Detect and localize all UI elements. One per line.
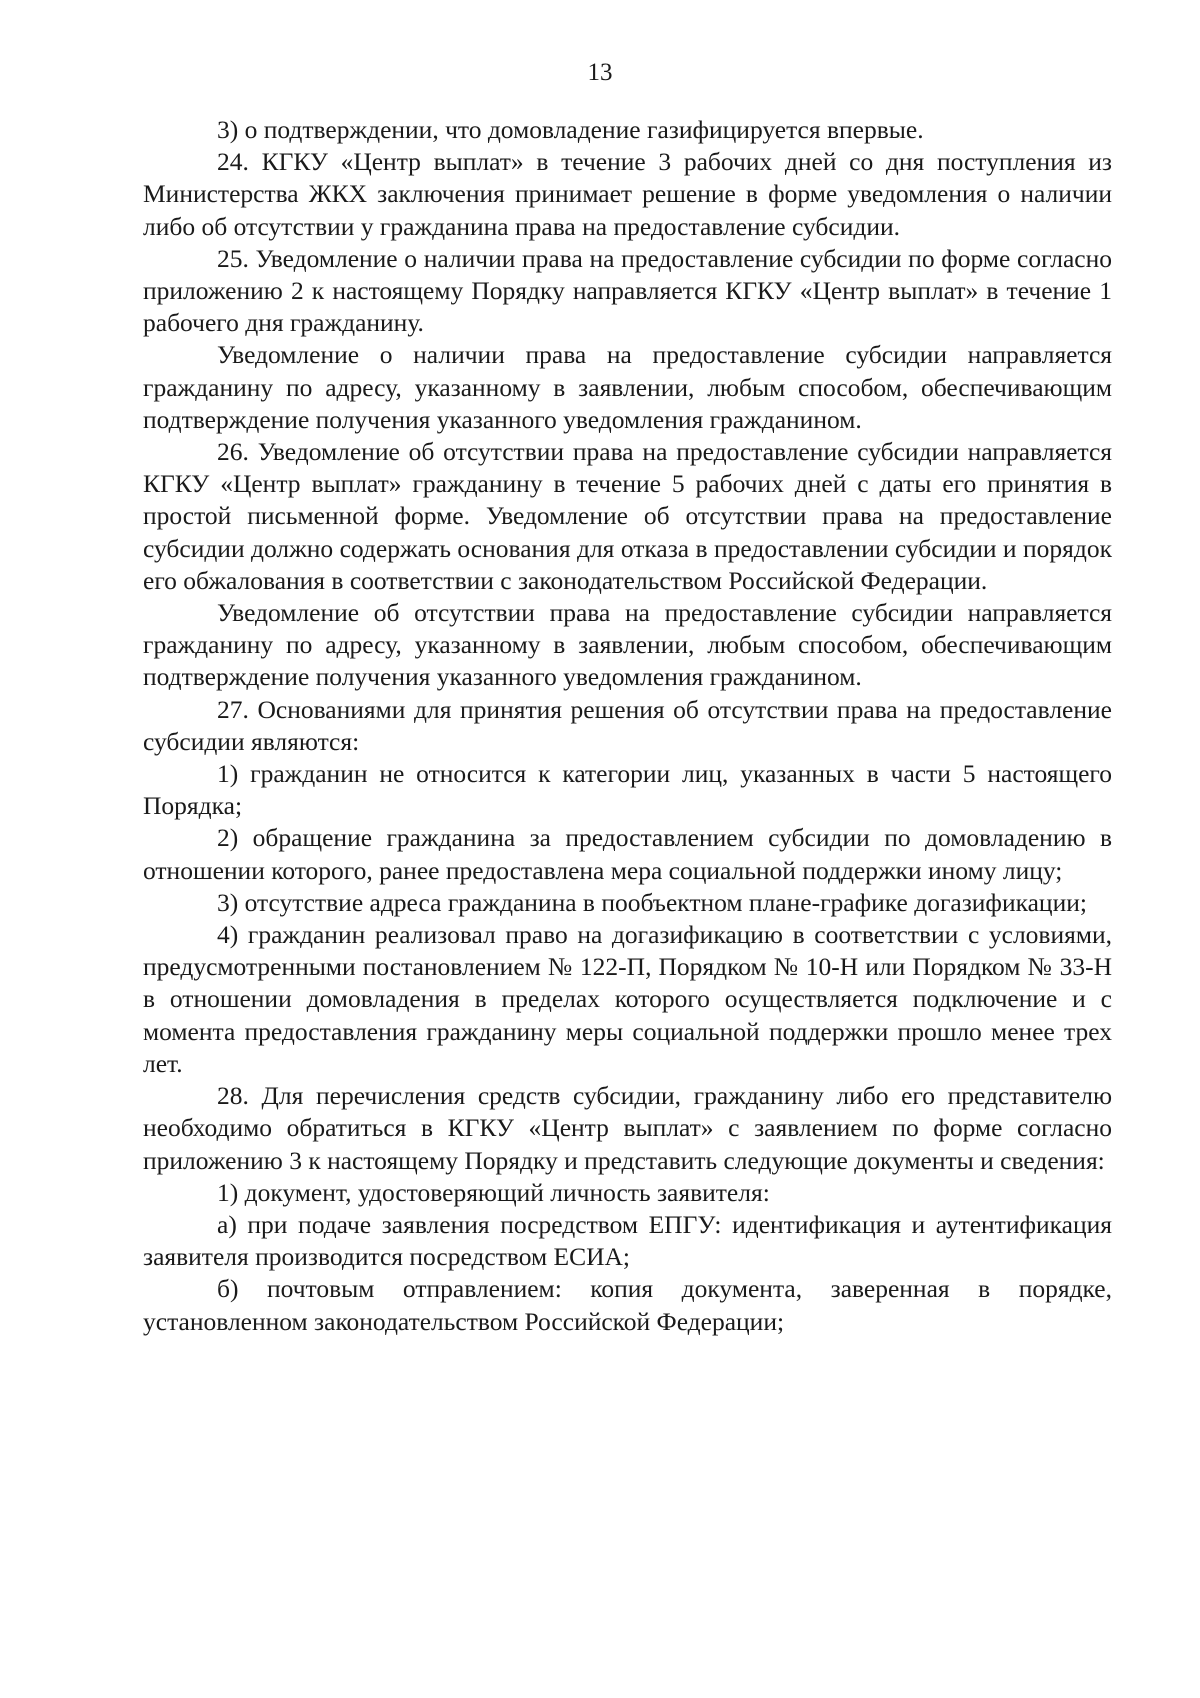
paragraph-25-notice-delivery: Уведомление о наличии права на предоставление субсидии направляется гражданину по адресу, указанному в заявлении, любым способом, обеспечивающим подтверждение получения указанного уведомления гражданином. bbox=[143, 340, 1112, 434]
paragraph-27-item-4: 4) гражданин реализовал право на догазификацию в соответствии с условиями, предусмотренными постановлением № 122-П, Порядком № 10-Н или Порядком № 33-Н в отношении домовладения в пределах которого осуществляется подключение и с момента предоставления гражданину меры социальной поддержки прошло менее трех лет. bbox=[143, 920, 1112, 1078]
paragraph-27-item-1: 1) гражданин не относится к категории лиц, указанных в части 5 настоящего Порядка; bbox=[143, 759, 1112, 821]
paragraph-28-item-1: 1) документ, удостоверяющий личность заявителя: bbox=[217, 1177, 770, 1207]
paragraph-28: 28. Для перечисления средств субсидии, гражданину либо его представителю необходимо обратиться в КГКУ «Центр выплат» с заявлением по форме согласно приложению 3 к настоящему Порядку и представить следующие документы и сведения: bbox=[143, 1081, 1112, 1175]
paragraph-28-item-1b: б) почтовым отправлением: копия документа, заверенная в порядке, установленном законодательством Российской Федерации; bbox=[143, 1274, 1112, 1336]
paragraph-27: 27. Основаниями для принятия решения об отсутствии права на предоставление субсидии являются: bbox=[143, 694, 1112, 756]
paragraph-26: 26. Уведомление об отсутствии права на предоставление субсидии направляется КГКУ «Центр выплат» гражданину в течение 5 рабочих дней с даты его принятия в простой письменной форме. Уведомление об отсутствии права на предоставление субсидии должно содержать основания для отказа в предоставлении субсидии и порядок его обжалования в соответствии с законодательством Российской Федерации. bbox=[143, 437, 1112, 595]
paragraph-26-notice-delivery: Уведомление об отсутствии права на предоставление субсидии направляется гражданину по адресу, указанному в заявлении, любым способом, обеспечивающим подтверждение получения указанного уведомления гражданином. bbox=[143, 598, 1112, 692]
paragraph-item-3-confirmation: 3) о подтверждении, что домовладение газифицируется впервые. bbox=[217, 115, 924, 144]
page-number: 13 bbox=[587, 59, 613, 86]
paragraph-27-item-3: 3) отсутствие адреса гражданина в пообъектном плане-графике догазификации; bbox=[217, 887, 1087, 917]
paragraph-24: 24. КГКУ «Центр выплат» в течение 3 рабочих дней со дня поступления из Министерства ЖКХ заключения принимает решение в форме уведомления о наличии либо об отсутствии у гражданина права на предоставление субсидии. bbox=[143, 147, 1112, 241]
paragraph-28-item-1a: а) при подаче заявления посредством ЕПГУ: идентификация и аутентификация заявителя производится посредством ЕСИА; bbox=[143, 1209, 1112, 1272]
paragraph-27-item-2: 2) обращение гражданина за предоставлением субсидии по домовладению в отношении которого, ранее предоставлена мера социальной поддержки иному лицу; bbox=[143, 823, 1112, 885]
document-body bbox=[143, 114, 1112, 1338]
paragraph-25: 25. Уведомление о наличии права на предоставление субсидии по форме согласно приложению 2 к настоящему Порядку направляется КГКУ «Центр выплат» в течение 1 рабочего дня гражданину. bbox=[143, 243, 1112, 338]
